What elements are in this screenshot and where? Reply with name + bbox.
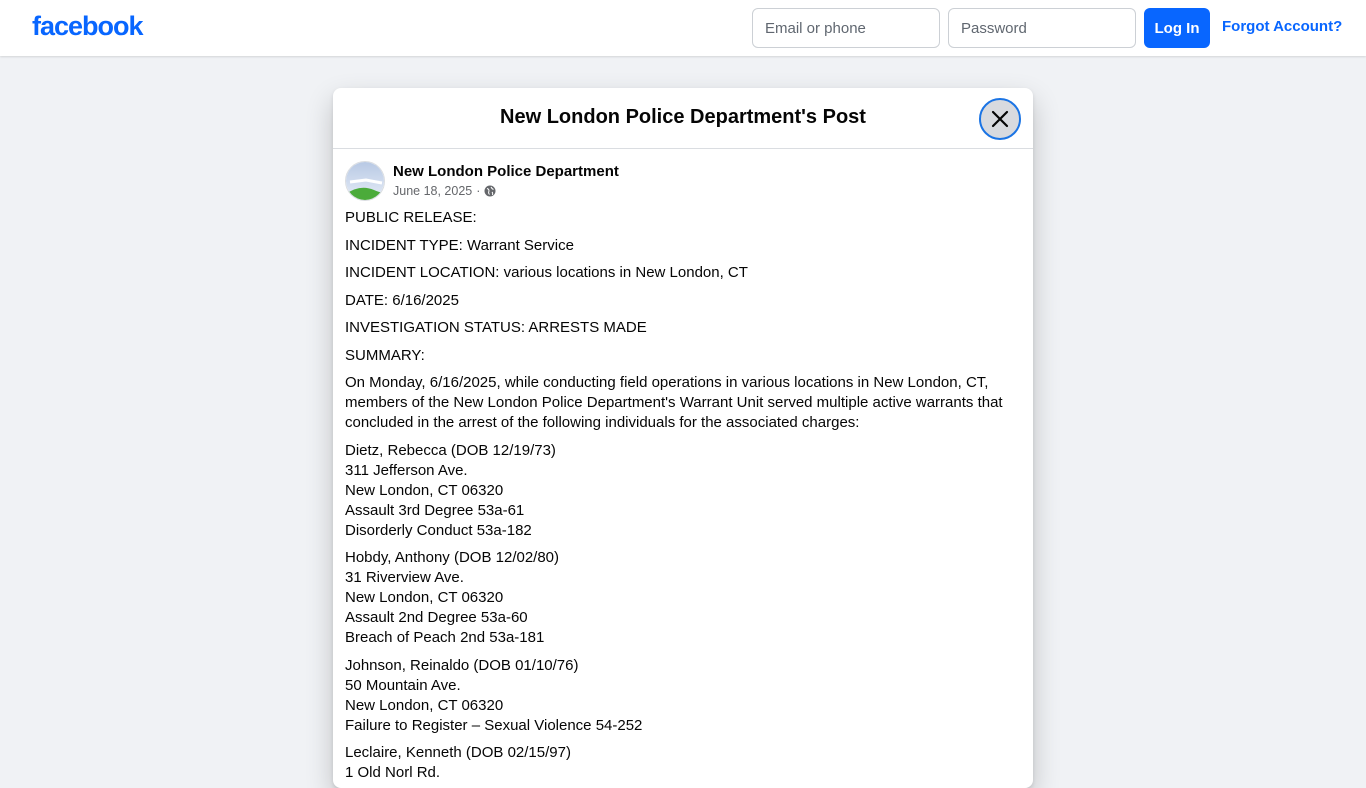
close-button[interactable] (979, 98, 1021, 140)
post-header (333, 149, 1033, 203)
globe-icon (484, 185, 496, 197)
arrest-name: Dietz, Rebecca (DOB 12/19/73) (345, 441, 556, 459)
arrest-city: New London, CT 06320 (345, 589, 504, 606)
top-navigation-bar (0, 0, 1366, 56)
post-body (333, 203, 1033, 783)
arrest-entry (345, 656, 1021, 736)
post-modal (333, 88, 1033, 788)
arrest-entry (345, 548, 1021, 648)
arrest-address: 31 Riverview Ave. (345, 569, 464, 586)
arrest-name: Hobdy, Anthony (DOB 12/02/80) (345, 549, 560, 566)
arrest-charge: Disorderly Conduct 53a-182 (345, 521, 532, 539)
arrest-name: Johnson, Reinaldo (DOB 01/10/76) (345, 656, 579, 674)
arrest-charge: Breach of Peach 2nd 53a-181 (345, 629, 545, 646)
post-line: DATE: 6/16/2025 (345, 291, 459, 309)
post-line: INCIDENT LOCATION: various locations in New London, CT (345, 264, 748, 281)
close-icon (991, 110, 1009, 128)
post-line: INCIDENT TYPE: Warrant Service (345, 236, 574, 254)
post-date[interactable]: June 18, 2025 (393, 184, 473, 198)
arrest-charge: Assault 2nd Degree 53a-60 (345, 609, 528, 626)
arrest-city: New London, CT 06320 (345, 481, 504, 499)
arrest-charge: Assault 3rd Degree 53a-61 (345, 501, 525, 519)
arrest-city: New London, CT 06320 (345, 696, 504, 714)
meta-separator: · (476, 184, 481, 198)
arrest-name: Leclaire, Kenneth (DOB 02/15/97) (345, 744, 571, 761)
modal-title: New London Police Department's Post (500, 106, 866, 128)
post-summary: On Monday, 6/16/2025, while conducting field operations in various locations in New London, CT, members of the New London Police Department's Warrant Unit served multiple active warrants that concluded in the arrest of the following individuals for the associated charges: (345, 374, 1003, 431)
arrest-address: 311 Jefferson Ave. (345, 461, 468, 479)
post-line: PUBLIC RELEASE: (345, 209, 477, 226)
post-line: INVESTIGATION STATUS: ARRESTS MADE (345, 319, 647, 336)
post-meta (393, 184, 496, 198)
avatar[interactable] (345, 161, 385, 201)
arrest-address: 50 Mountain Ave. (345, 676, 461, 694)
arrest-entry (345, 743, 1021, 783)
facebook-logo[interactable]: facebook (32, 11, 143, 41)
modal-header (333, 88, 1033, 149)
forgot-account-link[interactable]: Forgot Account? (1222, 18, 1343, 35)
post-author[interactable]: New London Police Department (393, 163, 619, 180)
arrest-charge: Failure to Register – Sexual Violence 54-252 (345, 716, 643, 734)
email-input[interactable] (752, 8, 940, 48)
password-input[interactable] (948, 8, 1136, 48)
arrest-entry (345, 441, 1021, 541)
arrest-address: 1 Old Norl Rd. (345, 764, 441, 781)
post-line: SUMMARY: (345, 346, 425, 364)
login-button[interactable]: Log In (1144, 8, 1210, 48)
